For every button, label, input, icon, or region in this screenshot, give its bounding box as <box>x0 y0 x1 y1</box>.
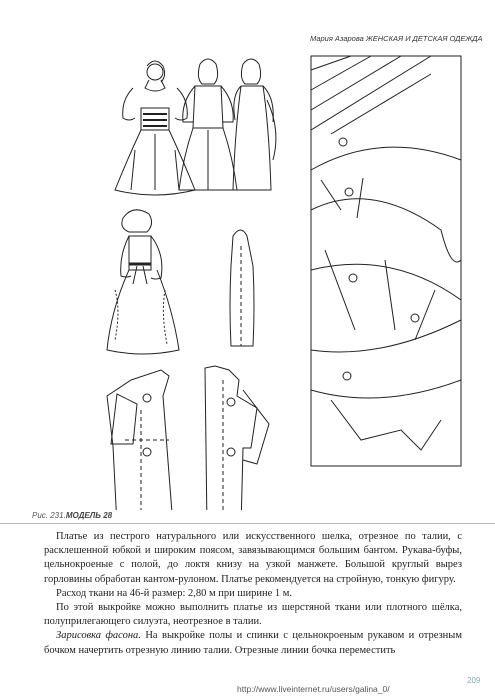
running-header: Мария Азарова ЖЕНСКАЯ И ДЕТСКАЯ ОДЕЖДА <box>310 34 483 43</box>
alternative-paragraph: По этой выкройке можно выполнить платье из шерстяной ткани или плотного шёлка, полуприлегающего силуэта, неотрезное в талии. <box>44 602 462 628</box>
figure-dress-front <box>115 61 195 195</box>
figure-caption <box>32 511 112 520</box>
sketch-heading: Зарисовка фасона. <box>56 630 141 642</box>
figure-dress-back <box>179 59 237 190</box>
page-number: 209 <box>467 676 481 685</box>
sketch-paragraph <box>44 629 462 657</box>
article-body <box>44 530 462 658</box>
bodice-back-pattern <box>107 370 173 510</box>
caption-divider <box>0 523 495 524</box>
description-paragraph: Платье из пестрого натурального или искусственного шелка, отрезное по талии, с расклешенной юбкой и широким поясом, завязывающимся большим бантом. Рукава-буфы, цельнокроеные с полой, до локтя книзу на узкой манжете. Большой круглый вырез горловины обработан кантом-рулоном. Платье рекомендуется на стройную, тонкую фигуру. <box>44 531 462 585</box>
skirt-pattern-layout <box>311 56 461 466</box>
fashion-illustration <box>95 50 475 510</box>
figure-dress-side <box>233 59 276 190</box>
sleeve-pattern-piece <box>230 230 254 346</box>
source-watermark: http://www.liveinternet.ru/users/galina_0/ <box>237 684 390 694</box>
caption-model: МОДЕЛЬ 28 <box>65 511 113 520</box>
bodice-front-pattern <box>205 366 269 510</box>
figure-dress-belted <box>107 210 179 354</box>
fabric-consumption-paragraph: Расход ткани на 46-й размер: 2,80 м при ширине 1 м. <box>56 587 292 599</box>
sketch-text: На выкройке полы и спинки с цельнокроеным рукавом и отрезным бочком начертить отрезную линию талии. Отрезные линии бочка переместить <box>44 630 463 656</box>
caption-prefix: Рис. 231. <box>32 511 66 520</box>
